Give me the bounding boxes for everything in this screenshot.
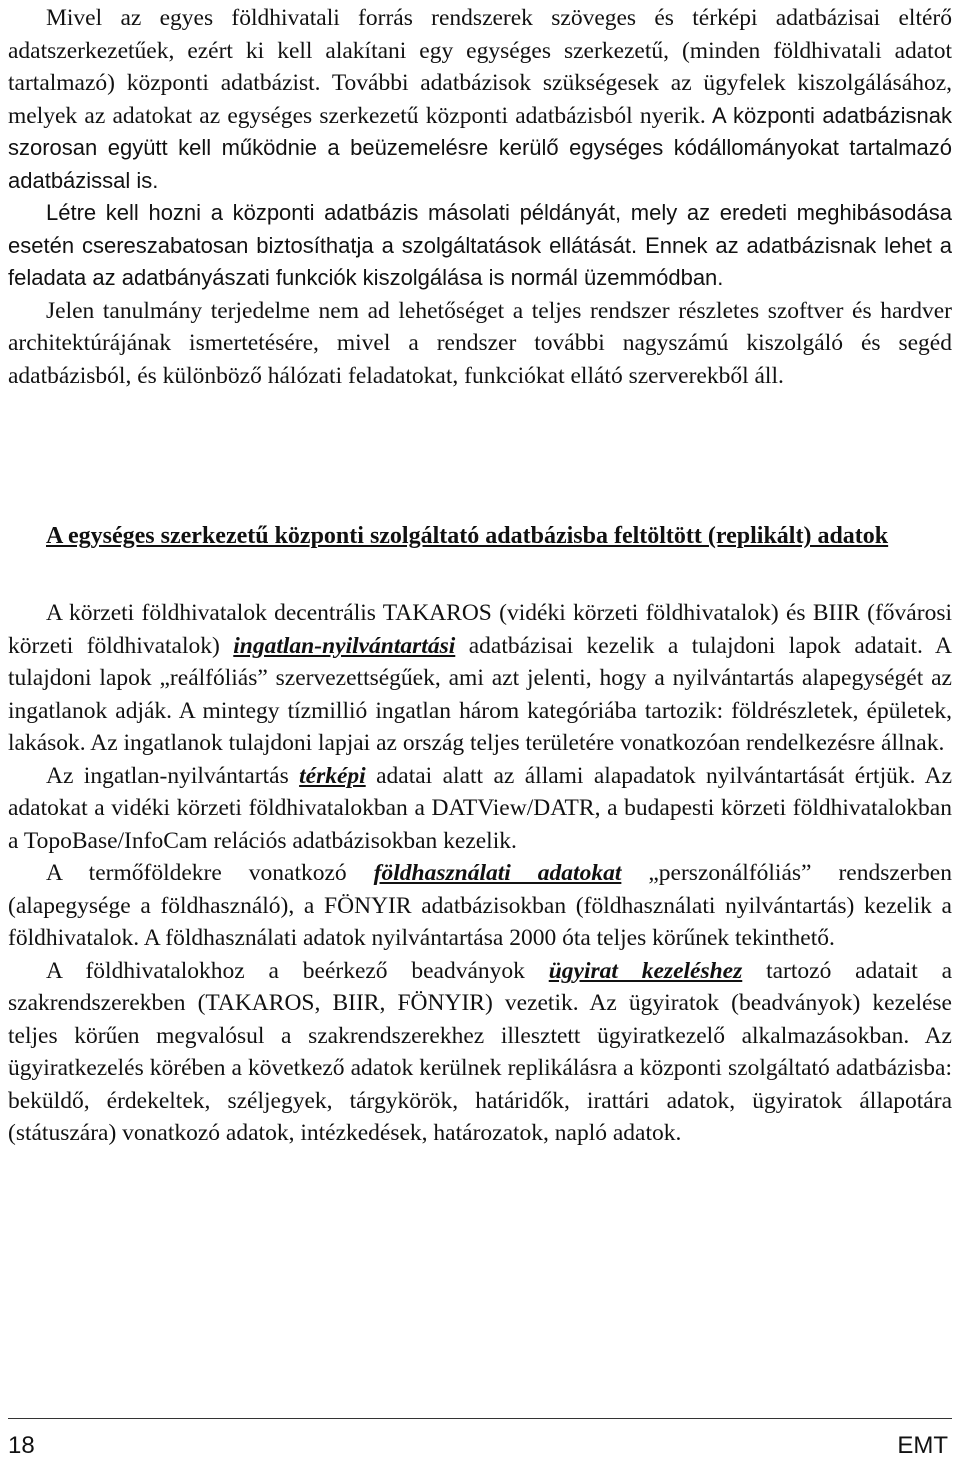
replicated-data-section <box>8 597 952 1150</box>
footer-label: EMT <box>897 1432 948 1459</box>
emphasis-term: ingatlan-nyilvántartási <box>233 632 456 659</box>
emphasis-term: ügyirat kezeléshez <box>548 957 743 984</box>
paragraph-case-handling <box>8 955 952 1150</box>
paragraph-text: A termőföldekre vonatkozó <box>46 860 374 886</box>
paragraph-text-sans: A központi adatbázisnak szorosan együtt kell működnie a beüzemelésre kerülő egységes kódállományokat tartalmazó adatbázissal is. <box>8 102 953 193</box>
paragraph-text-sans: Létre kell hozni a központi adatbázis másolati példányát, mely az eredeti meghibásodása esetén csereszabatosan biztosíthatja a szolgáltatások ellátását. Ennek az adatbázisnak lehet a feladata az adatbányászati funkciók kiszolgálása is normál üzemmódban. <box>8 200 952 290</box>
paragraph-text: Jelen tanulmány terjedelme nem ad lehetőséget a teljes rendszer részletes szoftver és hardver architektúrájának ismertetésére, mivel a rendszer további nagyszámú kiszolgáló és segéd adatbázisból, és különböző hálózati feladatokat, funkciókat ellátó szerverekből áll. <box>8 297 952 389</box>
paragraph-backup-copy <box>8 197 952 295</box>
section-heading <box>8 520 952 553</box>
paragraph-text: adatai alatt az állami alapadatok nyilvántartását értjük. Az adatokat a vidéki körzeti földhivatalokban a DATView/DATR, a budapesti körzeti földhivatalokban a TopoBase/InfoCam relációs adatbázisokban kezelik. <box>8 762 952 854</box>
intro-section <box>8 2 952 392</box>
paragraph-map-data <box>8 760 952 858</box>
page-number: 18 <box>8 1432 35 1459</box>
paragraph-text: tartozó adatait a szakrendszerekben (TAKAROS, BIIR, FÖNYIR) vezetik. Az ügyiratok (beadványok) kezelése teljes körűen megvalósul a szakrendszerekhez illesztett ügyiratkezelő alkalmazásokban. Az ügyiratkezelés körében a következő adatok kerülnek replikálásra a központi szolgáltató adatbázisba: beküldő, érdekeltek, széljegyek, tárgykörök, határidők, irattári adatok, ügyiratok állapotára (státuszára) vonatkozó adatok, intézkedések, határozatok, napló adatok. <box>8 957 952 1146</box>
paragraph-text: „perszonálfóliás” rendszerben (alapegysége a földhasználó), a FÖNYIR adatbázisokban (földhasználati nyilvántartás) kezelik a földhivatalok. A földhasználati adatok nyilvántartása 2000 óta teljes körűnek tekinthető. <box>8 860 952 951</box>
paragraph-text: A körzeti földhivatalok decentrális TAKAROS (vidéki körzeti földhivatalok) és BIIR (fővárosi körzeti földhivatalok) <box>8 600 952 659</box>
paragraph-land-use <box>8 857 952 955</box>
section-heading-text: A egységes szerkezetű központi szolgáltató adatbázisba feltöltött (replikált) adatok <box>46 523 889 549</box>
paragraph-central-database <box>8 2 952 197</box>
paragraph-text: Mivel az egyes földhivatali forrás rendszerek szöveges és térképi adatbázisai eltérő adatszerkezetűek, ezért ki kell alakítani egy egységes szerkezetű, (minden földhivatali adatot tartalmazó) központi adatbázist. További adatbázisok szükségesek az ügyfelek kiszolgálásához, melyek az adatokat az egységes szerkezetű központi adatbázisból nyerik. <box>8 5 952 129</box>
paragraph-property-registry <box>8 597 952 760</box>
paragraph-text: adatbázisai kezelik a tulajdoni lapok adatait. A tulajdoni lapok „reálfóliás” szervezettségűek, ami azt jelenti, hogy a nyilvántartás alapegységét az ingatlanok adják. A mintegy tízmillió ingatlan három kategóriába tartozik: földrészletek, épületek, lakások. Az ingatlanok tulajdoni lapjai az ország teljes területére vonatkozóan rendelkezésre állnak. <box>8 632 952 756</box>
paragraph-text: A földhivatalokhoz a beérkező beadványok <box>46 957 549 984</box>
footer-divider <box>8 1418 952 1419</box>
emphasis-term: térképi <box>299 762 366 789</box>
paragraph-scope <box>8 295 952 393</box>
emphasis-term: földhasználati adatokat <box>373 860 622 886</box>
paragraph-text: Az ingatlan-nyilvántartás <box>46 762 300 789</box>
